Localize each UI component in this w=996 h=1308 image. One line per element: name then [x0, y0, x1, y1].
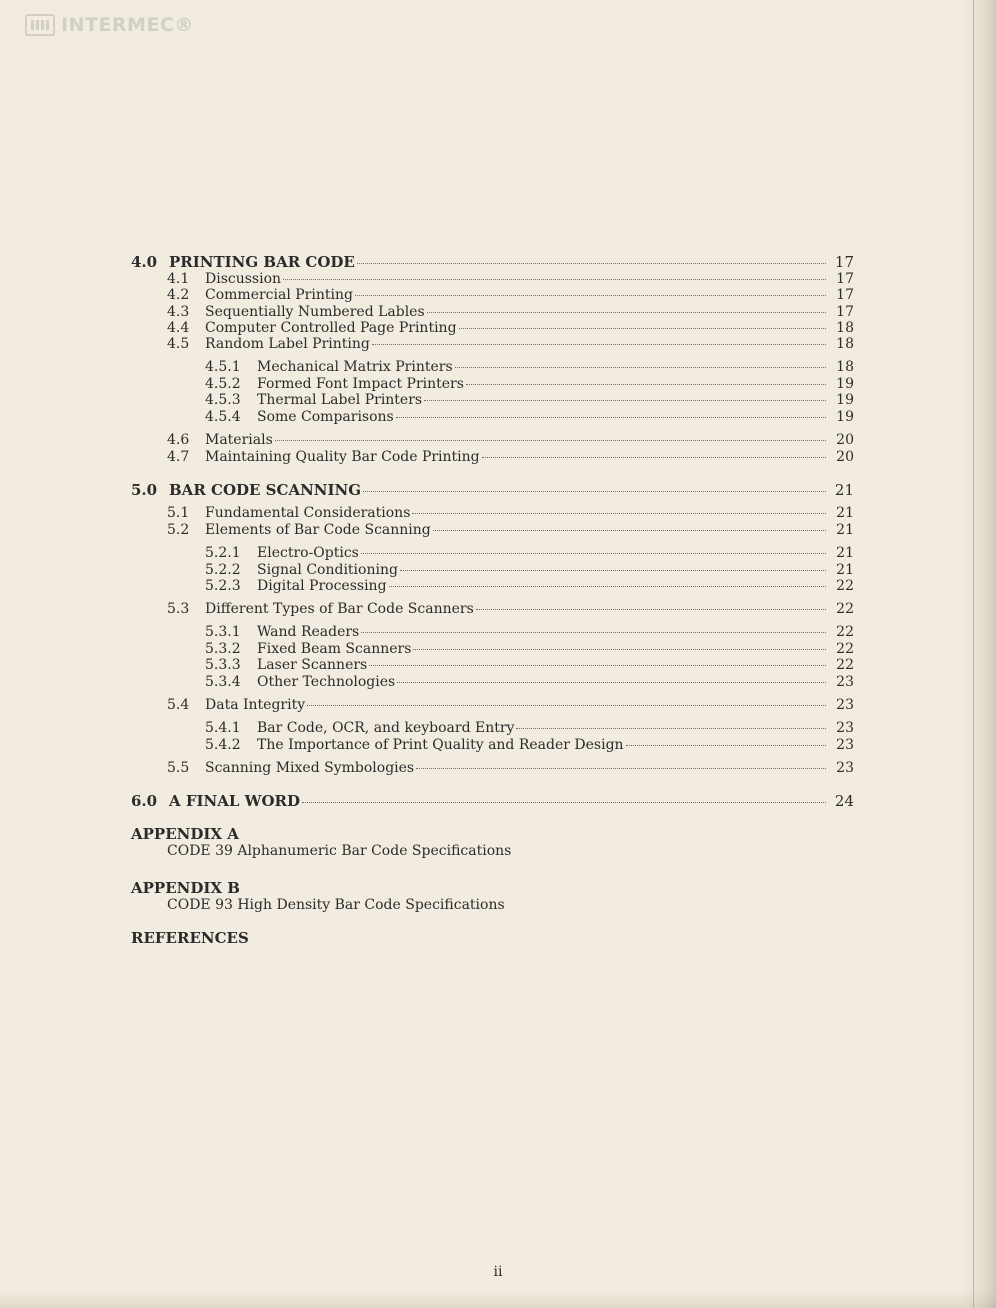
- logo-text: INTERMEC®: [61, 14, 194, 36]
- toc-page: 22: [836, 641, 854, 657]
- dot-leader: [275, 440, 826, 441]
- page-number: ii: [493, 1264, 503, 1280]
- toc-title: Sequentially Numbered Lables: [205, 304, 425, 320]
- toc-page: 18: [836, 336, 854, 352]
- toc-entry-5-1[interactable]: [167, 505, 854, 521]
- toc-title: Data Integrity: [205, 697, 306, 713]
- toc-page: 24: [834, 792, 854, 810]
- toc-number: 5.3.4: [205, 674, 241, 690]
- toc-page: 21: [836, 505, 854, 521]
- toc-entry-5-3-4[interactable]: [205, 674, 854, 690]
- toc-page: 23: [836, 737, 854, 753]
- toc-number: 4.5: [167, 336, 190, 352]
- toc-entry-5-2-2[interactable]: [205, 562, 854, 578]
- toc-title: Other Technologies: [257, 674, 396, 690]
- toc-title: Maintaining Quality Bar Code Printing: [205, 449, 480, 465]
- toc-number: 4.3: [167, 304, 190, 320]
- toc-entry-4-5-3[interactable]: [205, 392, 854, 408]
- toc-entry-5-3-3[interactable]: [205, 657, 854, 673]
- dot-leader: [412, 513, 826, 514]
- toc-entry-5-3[interactable]: [167, 601, 854, 617]
- toc-page: 21: [836, 522, 854, 538]
- toc-title: The Importance of Print Quality and Reader Design: [257, 737, 624, 753]
- toc-page: 17: [834, 253, 854, 271]
- toc-number: 5.1: [167, 505, 190, 521]
- toc-number: 4.2: [167, 287, 190, 303]
- toc-number: 5.2: [167, 522, 190, 538]
- toc-title: BAR CODE SCANNING: [169, 481, 362, 499]
- toc-entry-5-2-3[interactable]: [205, 578, 854, 594]
- appendix-a-title[interactable]: APPENDIX A: [131, 825, 239, 843]
- toc-page: 18: [836, 359, 854, 375]
- toc-title: A FINAL WORD: [169, 792, 301, 810]
- appendix-b-subtitle: CODE 93 High Density Bar Code Specifications: [167, 897, 505, 913]
- toc-title: Wand Readers: [257, 624, 360, 640]
- dot-leader: [283, 279, 826, 280]
- toc-entry-5-4-2[interactable]: [205, 737, 854, 753]
- toc-entry-5-2[interactable]: [167, 522, 854, 538]
- toc-page: 23: [836, 697, 854, 713]
- dot-leader: [389, 586, 826, 587]
- toc-title: Materials: [205, 432, 273, 448]
- toc-number: 5.3.3: [205, 657, 241, 673]
- toc-page: 18: [836, 320, 854, 336]
- toc-page: 17: [836, 287, 854, 303]
- toc-number: 5.2.3: [205, 578, 241, 594]
- toc-number: 4.4: [167, 320, 190, 336]
- toc-entry-5-0[interactable]: [131, 481, 854, 499]
- toc-page: 17: [836, 304, 854, 320]
- toc-title: Bar Code, OCR, and keyboard Entry: [257, 720, 515, 736]
- toc-page: 21: [836, 545, 854, 561]
- page-edge: [973, 0, 974, 1308]
- dot-leader: [355, 295, 826, 296]
- dot-leader: [400, 570, 826, 571]
- toc-title: Computer Controlled Page Printing: [205, 320, 457, 336]
- toc-number: 5.4.1: [205, 720, 241, 736]
- toc-page: 21: [836, 562, 854, 578]
- toc-page: 19: [836, 392, 854, 408]
- intermec-logo: [25, 14, 194, 36]
- dot-leader: [397, 682, 826, 683]
- toc-number: 6.0: [131, 792, 158, 810]
- toc-page: 22: [836, 657, 854, 673]
- toc-title: Mechanical Matrix Printers: [257, 359, 453, 375]
- dot-leader: [372, 344, 826, 345]
- dot-leader: [416, 768, 826, 769]
- page-shadow: [962, 0, 996, 1308]
- toc-number: 5.2.2: [205, 562, 241, 578]
- intermec-logo-icon: [25, 14, 55, 36]
- toc-number: 4.0: [131, 253, 158, 271]
- dot-leader: [455, 367, 826, 368]
- dot-leader: [396, 417, 826, 418]
- toc-entry-4-3[interactable]: [167, 304, 854, 320]
- page-bottom-shadow: [0, 1290, 996, 1308]
- toc-title: Some Comparisons: [257, 409, 394, 425]
- dot-leader: [516, 728, 826, 729]
- toc-number: 5.2.1: [205, 545, 241, 561]
- toc-page: 23: [836, 674, 854, 690]
- dot-leader: [369, 665, 826, 666]
- toc-entry-4-5-1[interactable]: [205, 359, 854, 375]
- toc-title: Thermal Label Printers: [257, 392, 423, 408]
- toc-number: 5.3.1: [205, 624, 241, 640]
- toc-entry-5-4[interactable]: [167, 697, 854, 713]
- toc-title: Fixed Beam Scanners: [257, 641, 412, 657]
- toc-page: 20: [836, 432, 854, 448]
- toc-entry-4-6[interactable]: [167, 432, 854, 448]
- toc-page: 19: [836, 376, 854, 392]
- toc-page: 22: [836, 578, 854, 594]
- toc-entry-4-1[interactable]: [167, 271, 854, 287]
- toc-number: 4.5.2: [205, 376, 241, 392]
- toc-title: PRINTING BAR CODE: [169, 253, 355, 271]
- dot-leader: [459, 328, 826, 329]
- toc-number: 4.5.4: [205, 409, 241, 425]
- toc-entry-4-5-4[interactable]: [205, 409, 854, 425]
- dot-leader: [307, 705, 826, 706]
- dot-leader: [626, 745, 826, 746]
- toc-entry-4-4[interactable]: [167, 320, 854, 336]
- dot-leader: [427, 312, 826, 313]
- toc-page: 22: [836, 601, 854, 617]
- toc-entry-4-5[interactable]: [167, 336, 854, 352]
- toc-title: Random Label Printing: [205, 336, 370, 352]
- toc-number: 5.3: [167, 601, 190, 617]
- toc-number: 5.4.2: [205, 737, 241, 753]
- toc-number: 4.1: [167, 271, 190, 287]
- toc-number: 4.5.1: [205, 359, 241, 375]
- toc-number: 4.7: [167, 449, 190, 465]
- toc-number: 5.5: [167, 760, 190, 776]
- dot-leader: [361, 553, 826, 554]
- toc-page: 17: [836, 271, 854, 287]
- toc-entry-4-5-2[interactable]: [205, 376, 854, 392]
- toc-entry-5-5[interactable]: [167, 760, 854, 776]
- toc-entry-4-7[interactable]: [167, 449, 854, 465]
- toc-title: Digital Processing: [257, 578, 387, 594]
- toc-page: 21: [834, 481, 854, 499]
- toc-entry-4-2[interactable]: [167, 287, 854, 303]
- toc-number: 4.5.3: [205, 392, 241, 408]
- toc-entry-5-3-1[interactable]: [205, 624, 854, 640]
- toc-title: Laser Scanners: [257, 657, 368, 673]
- toc-page: 23: [836, 720, 854, 736]
- toc-page: 20: [836, 449, 854, 465]
- toc-number: 5.0: [131, 481, 158, 499]
- toc-title: Formed Font Impact Printers: [257, 376, 464, 392]
- dot-leader: [363, 491, 826, 492]
- references-title[interactable]: REFERENCES: [131, 929, 249, 947]
- toc-page: 23: [836, 760, 854, 776]
- toc-title: Discussion: [205, 271, 282, 287]
- dot-leader: [482, 457, 826, 458]
- dot-leader: [413, 649, 826, 650]
- dot-leader: [361, 632, 826, 633]
- toc-entry-4-0[interactable]: [131, 253, 854, 271]
- toc-title: Electro-Optics: [257, 545, 359, 561]
- dot-leader: [466, 384, 826, 385]
- toc-number: 4.6: [167, 432, 190, 448]
- toc-title: Different Types of Bar Code Scanners: [205, 601, 474, 617]
- toc-page: 19: [836, 409, 854, 425]
- toc-title: Signal Conditioning: [257, 562, 398, 578]
- toc-page: 22: [836, 624, 854, 640]
- toc-number: 5.4: [167, 697, 190, 713]
- toc-title: Scanning Mixed Symbologies: [205, 760, 415, 776]
- toc-number: 5.3.2: [205, 641, 241, 657]
- dot-leader: [357, 263, 826, 264]
- toc-title: Elements of Bar Code Scanning: [205, 522, 431, 538]
- dot-leader: [424, 400, 826, 401]
- appendix-a-subtitle: CODE 39 Alphanumeric Bar Code Specifications: [167, 843, 512, 859]
- dot-leader: [476, 609, 826, 610]
- appendix-b-title[interactable]: APPENDIX B: [131, 879, 240, 897]
- toc-entry-5-4-1[interactable]: [205, 720, 854, 736]
- toc-title: Commercial Printing: [205, 287, 353, 303]
- toc-title: Fundamental Considerations: [205, 505, 411, 521]
- dot-leader: [433, 530, 826, 531]
- toc-entry-5-3-2[interactable]: [205, 641, 854, 657]
- toc-entry-6-0[interactable]: [131, 792, 854, 810]
- toc-entry-5-2-1[interactable]: [205, 545, 854, 561]
- dot-leader: [302, 802, 826, 803]
